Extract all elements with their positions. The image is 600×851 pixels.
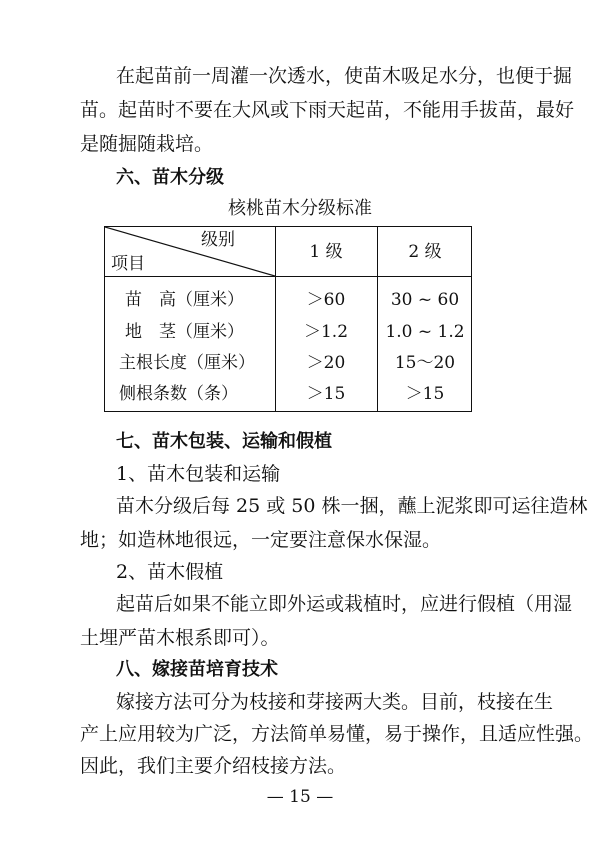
column-header-grade2: 2 级 (408, 242, 442, 262)
table-cell-grade1: ＞15 (306, 384, 346, 404)
table-cell-grade1: ＞1.2 (303, 322, 349, 342)
grading-table (104, 226, 472, 412)
paragraph-line: 苗木分级后每 25 或 50 株一捆，蘸上泥浆即可运往造林 (116, 495, 588, 517)
paragraph-line: 是随掘随栽培。 (80, 133, 214, 155)
table-cell-grade2: ＞15 (405, 384, 445, 404)
paragraph-line: 苗。起苗时不要在大风或下雨天起苗，不能用手拔苗，最好 (80, 99, 575, 121)
table-row-label: 侧根条数（条） (119, 384, 238, 404)
table-cell-grade1: ＞20 (306, 353, 346, 373)
table-row-label: 苗 高（厘米） (125, 290, 244, 310)
sub-heading: 2、苗木假植 (116, 561, 224, 583)
page-number: — 15 — (266, 787, 334, 807)
paragraph-line: 在起苗前一周灌一次透水，使苗木吸足水分，也便于掘 (116, 65, 573, 87)
column-header-grade1: 1 级 (309, 242, 343, 262)
section-heading: 六、苗木分级 (116, 167, 224, 188)
paragraph-line: 起苗后如果不能立即外运或栽植时，应进行假植（用湿 (116, 593, 573, 615)
paragraph-line: 土埋严苗木根系即可）。 (80, 627, 280, 649)
table-cell-grade2: 30 ~ 60 (390, 290, 460, 310)
table-caption: 核桃苗木分级标准 (228, 198, 372, 219)
section-heading: 七、苗木包装、运输和假植 (116, 431, 332, 452)
corner-header-item: 项目 (111, 254, 145, 274)
corner-header-grade: 级别 (201, 230, 235, 250)
table-cell-grade1: ＞60 (306, 290, 346, 310)
paragraph-line: 嫁接方法可分为枝接和芽接两大类。目前，枝接在生 (116, 691, 554, 713)
paragraph-line: 因此，我们主要介绍枝接方法。 (80, 755, 347, 777)
table-cell-grade2: 1.0 ~ 1.2 (385, 322, 465, 342)
paragraph-line: 地；如造林地很远，一定要注意保水保湿。 (80, 529, 442, 551)
paragraph-line: 产上应用较为广泛，方法简单易懂，易于操作，且适应性强。 (80, 723, 594, 745)
section-heading: 八、嫁接苗培育技术 (116, 659, 278, 680)
table-row-label: 主根长度（厘米） (119, 353, 255, 373)
sub-heading: 1、苗木包装和运输 (116, 463, 281, 485)
table-cell-grade2: 15〜20 (394, 353, 456, 373)
table-row-label: 地 茎（厘米） (125, 322, 244, 342)
